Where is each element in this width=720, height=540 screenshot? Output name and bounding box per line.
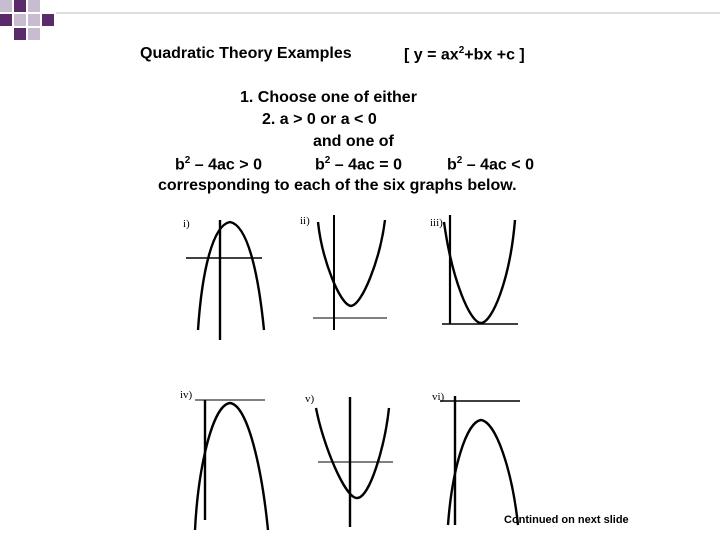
graph-label-v: v) <box>305 393 315 405</box>
instruction-line-3: and one of <box>313 133 394 150</box>
disc-suffix: – 4ac = 0 <box>330 156 402 174</box>
graph-ii-curve <box>318 220 385 306</box>
disc-suffix: – 4ac < 0 <box>462 156 534 174</box>
formula-prefix: [ y = ax <box>404 46 459 64</box>
disc-base: b <box>315 156 325 174</box>
graph-vi <box>440 396 520 525</box>
graph-iii-curve <box>444 220 515 323</box>
instruction-line-5: corresponding to each of the six graphs below. <box>158 177 517 194</box>
disc-exponent: 2 <box>324 155 331 166</box>
graph-iii <box>442 215 518 324</box>
graph-label-vi: vi) <box>432 391 445 403</box>
formula-suffix: +bx +c ] <box>464 46 525 64</box>
disc-exponent: 2 <box>456 155 463 166</box>
graph-i-curve <box>198 222 264 330</box>
disc-exponent: 2 <box>184 155 191 166</box>
disc-base: b <box>175 156 185 174</box>
title-text: Quadratic Theory Examples <box>140 45 352 62</box>
formula-exponent: 2 <box>458 45 465 56</box>
graph-v-curve <box>316 408 389 498</box>
graph-iv <box>195 400 268 530</box>
graph-i <box>186 220 264 340</box>
graph-vi-curve <box>448 420 518 525</box>
graph-label-iii: iii) <box>430 217 443 229</box>
graph-label-ii: ii) <box>300 215 310 227</box>
disc-base: b <box>447 156 457 174</box>
disc-suffix: – 4ac > 0 <box>190 156 262 174</box>
graph-ii <box>313 215 387 330</box>
instruction-line-2: 2. a > 0 or a < 0 <box>262 111 377 128</box>
instruction-line-1: 1. Choose one of either <box>240 89 417 106</box>
continued-note: Continued on next slide <box>504 514 629 526</box>
graph-label-i: i) <box>183 218 190 230</box>
graph-label-iv: iv) <box>180 389 193 401</box>
graph-v <box>316 397 393 527</box>
